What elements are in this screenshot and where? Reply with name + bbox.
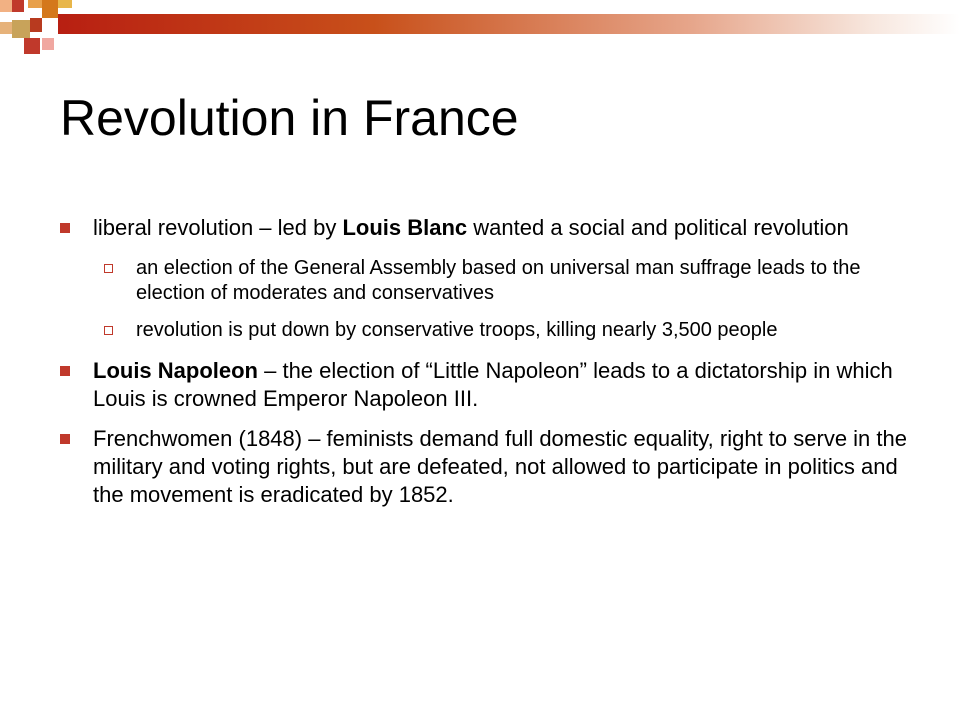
sub-bullet-item [104, 256, 908, 306]
decor-square [12, 0, 24, 12]
bullet-item [58, 357, 908, 413]
slide-body [58, 214, 908, 521]
decor-square [0, 0, 12, 12]
decor-square [24, 38, 40, 54]
header-gradient-bar [58, 14, 960, 34]
decor-square [12, 20, 30, 38]
decor-square [30, 18, 42, 32]
slide-title: Revolution in France [60, 90, 519, 146]
sub-bullet-text: an election of the General Assembly based on universal man suffrage leads to the election of moderates and conservatives [136, 257, 861, 304]
hollow-square-bullet-icon [104, 264, 113, 273]
bold-name: Louis Blanc [342, 215, 468, 240]
decor-square [42, 0, 58, 18]
bold-name: Louis Napoleon [93, 358, 258, 383]
decor-square [28, 0, 42, 8]
bullet-item [58, 425, 908, 509]
decor-square [42, 38, 54, 50]
bullet-text: liberal revolution – led by Louis Blanc wanted a social and political revolution [93, 215, 849, 240]
square-bullet-icon [60, 223, 70, 233]
sub-bullet-text: revolution is put down by conservative troops, killing nearly 3,500 people [136, 319, 778, 341]
square-bullet-icon [60, 434, 70, 444]
square-bullet-icon [60, 366, 70, 376]
decor-square [58, 0, 72, 8]
hollow-square-bullet-icon [104, 326, 113, 335]
sub-bullet-item [104, 318, 908, 343]
bullet-item [58, 214, 908, 242]
bullet-text: Frenchwomen (1848) – feminists demand full domestic equality, right to serve in the military and voting rights, but are defeated, not allowed to participate in politics and the movement is eradicated by 1852. [93, 426, 907, 507]
bullet-text: Louis Napoleon – the election of “Little Napoleon” leads to a dictatorship in which Louis is crowned Emperor Napoleon III. [93, 358, 893, 411]
decor-square [0, 22, 12, 34]
